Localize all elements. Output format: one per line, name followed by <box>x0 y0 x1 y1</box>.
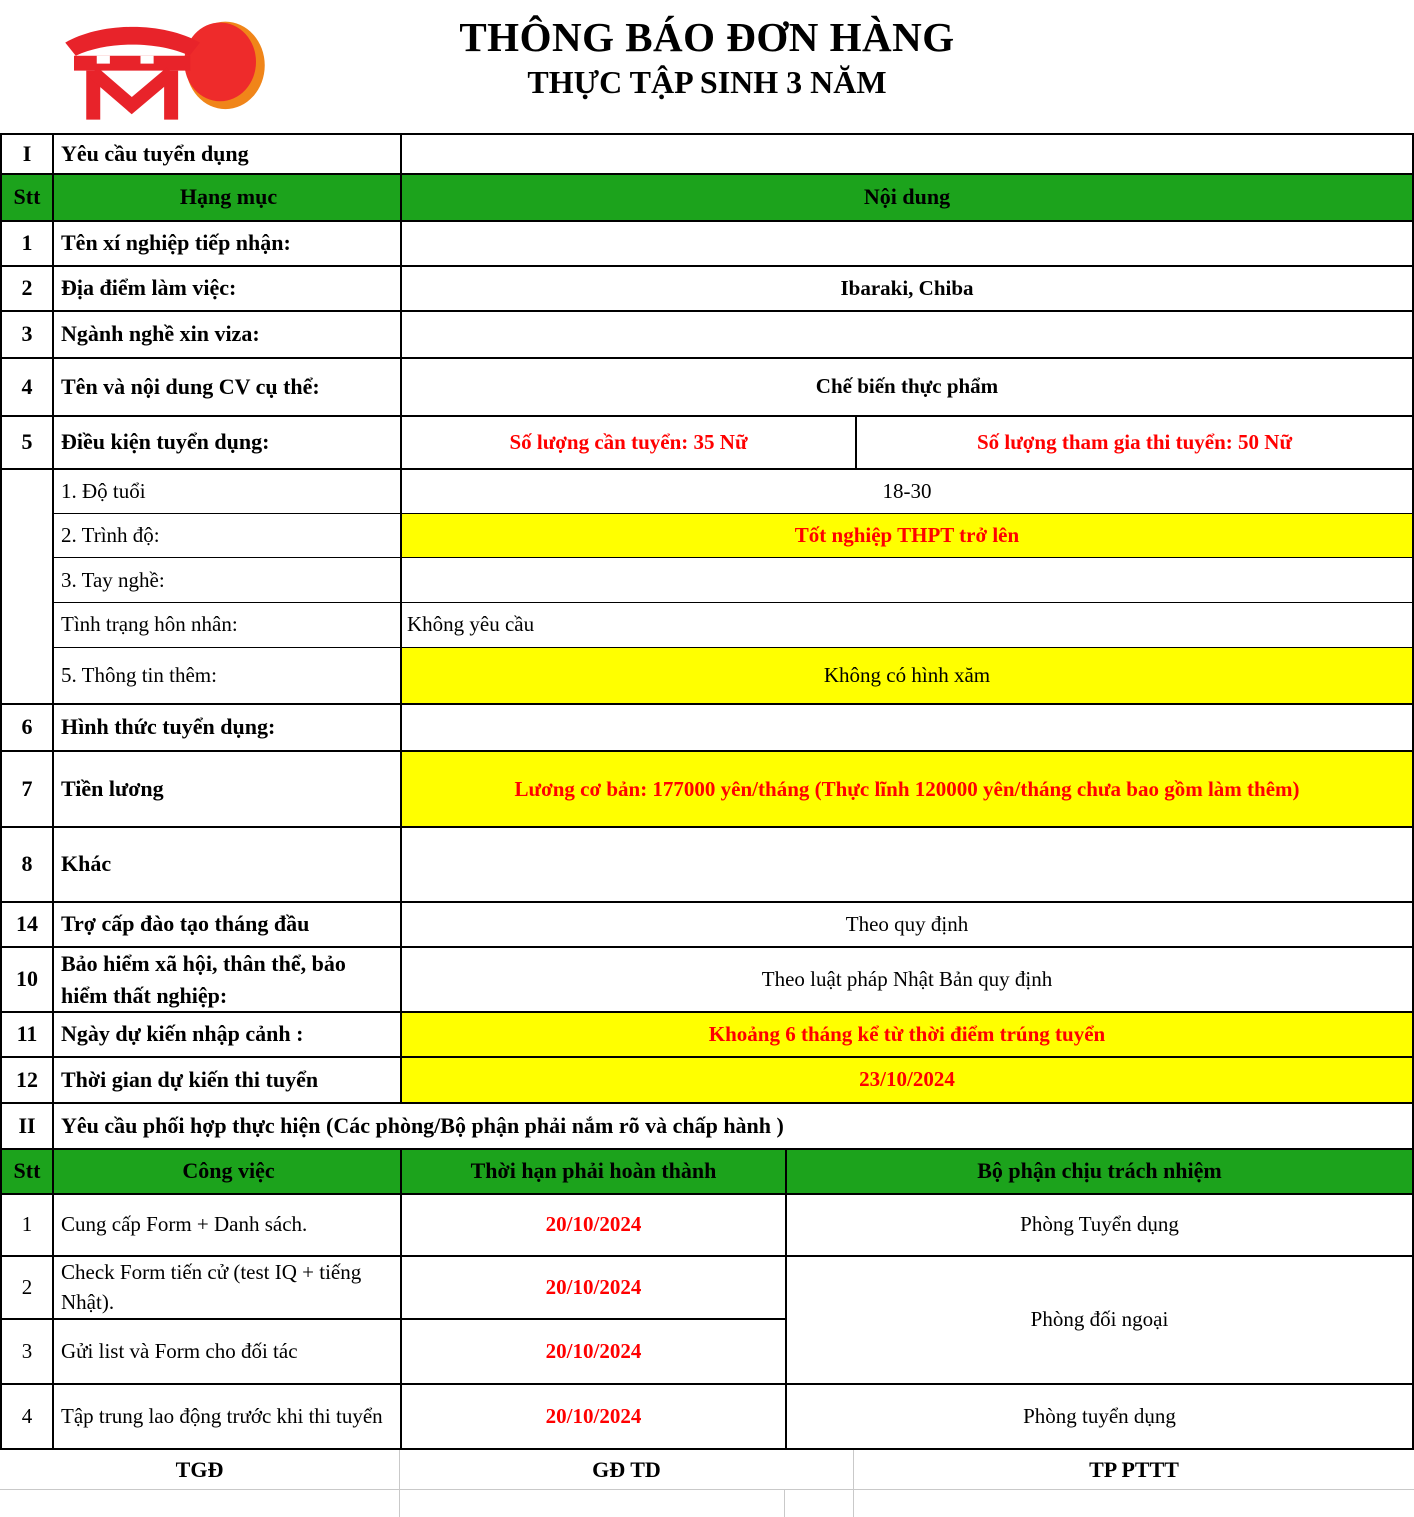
row-no: 1 <box>2 222 54 265</box>
row-label: Hình thức tuyển dụng: <box>54 705 402 750</box>
table-row <box>2 359 1412 417</box>
table-row <box>2 828 1412 903</box>
table-row <box>2 705 1412 752</box>
row-no: 2 <box>2 267 54 310</box>
row-label: Ngành nghề xin viza: <box>54 312 402 357</box>
col-header-department: Bộ phận chịu trách nhiệm <box>787 1150 1412 1193</box>
row-no: 3 <box>2 312 54 357</box>
task-deadline: 20/10/2024 <box>402 1257 787 1318</box>
task-department: Phòng Tuyển dụng <box>1020 1212 1179 1237</box>
row-label: Tên xí nghiệp tiếp nhận: <box>54 222 402 265</box>
recruit-conditions-row <box>2 417 1412 470</box>
row-label: Điều kiện tuyển dụng: <box>54 417 402 468</box>
row-label: Bảo hiểm xã hội, thân thể, bảo hiểm thất nghiệp: <box>54 948 402 1011</box>
row-content <box>402 312 1412 357</box>
row-no: 14 <box>2 903 54 946</box>
insurance-row <box>2 948 1412 1013</box>
sub-row-marital <box>54 603 1412 648</box>
row-label: Ngày dự kiến nhập cảnh : <box>54 1013 402 1056</box>
task-no: 3 <box>2 1320 54 1383</box>
signature-tppttt: TP PTTT <box>1089 1456 1179 1482</box>
section2-title: Yêu cầu phối hợp thực hiện (Các phòng/Bộ phận phải nắm rõ và chấp hành ) <box>61 1112 784 1138</box>
row-no: 4 <box>2 359 54 415</box>
sub-label: 1. Độ tuổi <box>54 470 402 513</box>
row-label: Tiền lương <box>54 752 402 826</box>
signature-gdtd: GĐ TD <box>400 1450 854 1489</box>
row-no: 5 <box>2 417 54 468</box>
tasks-2-3-left <box>2 1257 787 1383</box>
task-department-merged: Phòng đối ngoại <box>1030 1307 1169 1332</box>
page-subtitle: THỰC TẬP SINH 3 NĂM <box>527 64 887 101</box>
row-no: 10 <box>2 948 54 1011</box>
section1-no: I <box>2 135 54 173</box>
title-block <box>0 12 1414 102</box>
col-header-content: Nội dung <box>402 175 1412 220</box>
exam-date-row <box>2 1058 1412 1104</box>
sub-label: 3. Tay nghề: <box>54 558 402 602</box>
sub-row-education <box>54 514 1412 559</box>
work-location-value: Ibaraki, Chiba <box>840 275 974 300</box>
section1-title: Yêu cầu tuyển dụng <box>54 135 402 173</box>
table-row <box>2 903 1412 948</box>
merged-stt-cell <box>2 470 54 703</box>
conditions-subrows <box>54 470 1412 703</box>
section1-row <box>2 135 1412 175</box>
order-table <box>0 133 1414 1450</box>
quota-needed-value: Số lượng cần tuyển: 35 Nữ <box>402 417 857 468</box>
table1-header-row <box>2 175 1412 222</box>
task-deadline: 20/10/2024 <box>402 1195 787 1255</box>
table-row <box>2 267 1412 312</box>
table-row <box>2 312 1412 359</box>
col-header-task: Công việc <box>54 1150 402 1193</box>
task-department: Phòng tuyển dụng <box>1023 1403 1176 1428</box>
task-label: Gửi list và Form cho đối tác <box>54 1320 402 1383</box>
row-no: 7 <box>2 752 54 826</box>
job-content-value: Chế biến thực phẩm <box>815 374 999 399</box>
entry-date-value: Khoảng 6 tháng kể từ thời điểm trúng tuyển <box>402 1013 1412 1056</box>
sub-row-age <box>54 470 1412 514</box>
col-header-stt2: Stt <box>2 1150 54 1193</box>
exam-date-value: 23/10/2024 <box>402 1058 1412 1102</box>
signature-row <box>0 1450 1414 1490</box>
sub-label: 5. Thông tin thêm: <box>54 648 402 704</box>
task-no: 2 <box>2 1257 54 1318</box>
row-no: 12 <box>2 1058 54 1102</box>
section2-row <box>2 1104 1412 1150</box>
empty-row <box>0 1490 1414 1517</box>
row-no: 11 <box>2 1013 54 1056</box>
col-header-item: Hạng mục <box>54 175 402 220</box>
task-rows-merged <box>2 1257 1412 1385</box>
table-row <box>2 222 1412 267</box>
signature-tgd: TGĐ <box>0 1450 400 1489</box>
task-no: 4 <box>2 1385 54 1448</box>
extra-info-value: Không có hình xăm <box>402 648 1412 704</box>
task-row <box>2 1195 1412 1257</box>
empty-cell <box>785 1490 854 1517</box>
signature-area <box>0 1450 1414 1517</box>
sub-label: Tình trạng hôn nhân: <box>54 603 402 647</box>
age-value: 18-30 <box>882 478 932 503</box>
row-label: Địa điểm làm việc: <box>54 267 402 310</box>
row-label: Thời gian dự kiến thi tuyển <box>54 1058 402 1102</box>
task-row <box>2 1320 787 1383</box>
conditions-subtable <box>2 470 1412 705</box>
sub-row-extra-info <box>54 648 1412 704</box>
page-title: THÔNG BÁO ĐƠN HÀNG <box>459 14 955 60</box>
row-content <box>402 222 1412 265</box>
task-label: Cung cấp Form + Danh sách. <box>54 1195 402 1255</box>
row-no: 8 <box>2 828 54 901</box>
empty-cell <box>854 1490 1414 1517</box>
salary-value: Lương cơ bản: 177000 yên/tháng (Thực lĩnh 120000 yên/tháng chưa bao gồm làm thêm) <box>514 776 1300 801</box>
task-deadline: 20/10/2024 <box>402 1320 787 1383</box>
col-header-deadline: Thời hạn phải hoàn thành <box>402 1150 787 1193</box>
quota-candidates-value: Số lượng tham gia thi tuyển: 50 Nữ <box>976 429 1293 454</box>
row-label: Tên và nội dung CV cụ thể: <box>54 359 402 415</box>
skill-value <box>402 558 1412 602</box>
section2-no: II <box>2 1104 54 1148</box>
task-label: Check Form tiến cử (test IQ + tiếng Nhật). <box>54 1257 402 1318</box>
row-content <box>402 828 1412 901</box>
row-label: Trợ cấp đào tạo tháng đầu <box>54 903 402 946</box>
marital-value: Không yêu cầu <box>407 612 535 637</box>
document-header <box>0 0 1414 133</box>
row-no: 6 <box>2 705 54 750</box>
insurance-value: Theo luật pháp Nhật Bản quy định <box>761 966 1053 991</box>
sub-label: 2. Trình độ: <box>54 514 402 558</box>
training-allowance-value: Theo quy định <box>845 911 969 936</box>
row-content <box>402 705 1412 750</box>
task-row <box>2 1385 1412 1450</box>
table2-header-row <box>2 1150 1412 1195</box>
section1-empty-cell <box>402 135 1412 173</box>
education-value: Tốt nghiệp THPT trở lên <box>402 514 1412 558</box>
sub-row-skill <box>54 558 1412 603</box>
task-deadline: 20/10/2024 <box>402 1385 787 1448</box>
salary-value-cell <box>402 752 1412 826</box>
salary-row <box>2 752 1412 828</box>
task-no: 1 <box>2 1195 54 1255</box>
empty-cell <box>0 1490 400 1517</box>
entry-date-row <box>2 1013 1412 1058</box>
col-header-stt: Stt <box>2 175 54 220</box>
empty-cell <box>400 1490 785 1517</box>
row-label: Khác <box>54 828 402 901</box>
task-row <box>2 1257 787 1320</box>
task-label: Tập trung lao động trước khi thi tuyển <box>54 1385 402 1448</box>
